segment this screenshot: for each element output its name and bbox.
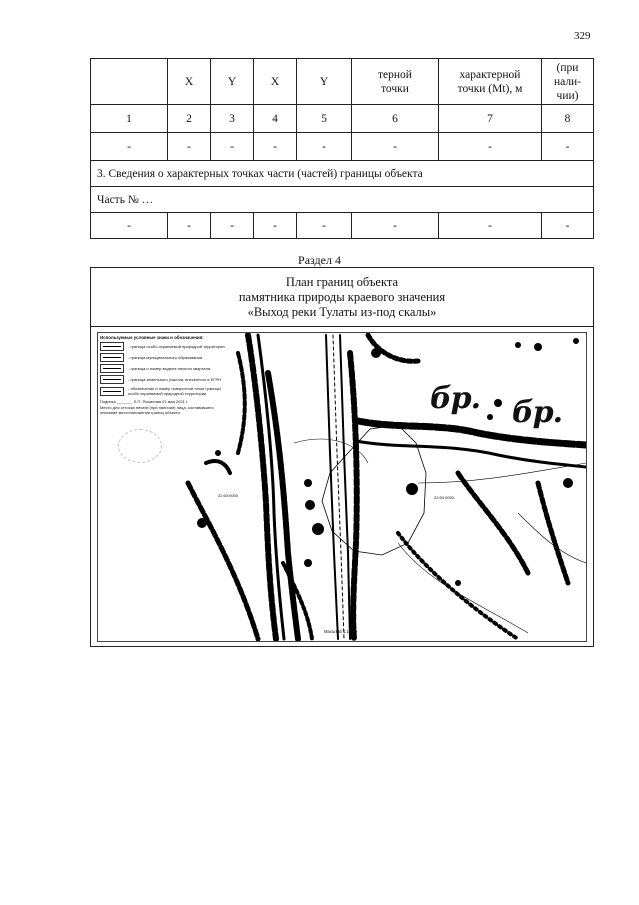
table-cell: -: [91, 213, 168, 239]
map-blob: [563, 478, 573, 488]
handwritten-mark: бр.: [430, 381, 481, 416]
forest-edge: [206, 461, 230, 473]
road: [326, 335, 338, 639]
map-label-left: 22:60:0000: [218, 493, 239, 498]
page-number: 329: [574, 30, 591, 42]
table-cell: -: [439, 213, 542, 239]
legend-symbol: [100, 353, 124, 362]
table-cell: 8: [542, 105, 594, 133]
table-cell: 6: [352, 105, 439, 133]
table-cell: X: [254, 59, 297, 105]
table-header-row: [91, 59, 594, 105]
table-row: [91, 213, 594, 239]
stamp-seal: [118, 429, 162, 463]
map-blob: [406, 483, 418, 495]
table-cell: -: [168, 213, 211, 239]
table-cell: 5: [297, 105, 352, 133]
map-legend: [100, 335, 228, 415]
forest-edge: [538, 483, 568, 583]
map-blob: [494, 399, 502, 407]
table-cell: -: [91, 133, 168, 161]
plan-title-line: «Выход реки Тулаты из-под скалы»: [247, 304, 437, 319]
map-blob: [304, 479, 312, 487]
legend-text: - обозначение и номер поворотной точки границы особо охраняемой природной территории: [128, 386, 221, 396]
map-blob: [215, 450, 221, 456]
protected-area-boundary: [294, 425, 586, 633]
table-cell: [91, 59, 168, 105]
legend-item: [100, 386, 228, 396]
map-blob: [455, 580, 461, 586]
plan-title: [91, 268, 593, 327]
map-blob: [573, 338, 579, 344]
table-cell: X: [168, 59, 211, 105]
table-cell: -: [211, 213, 254, 239]
plan-title-line: План границ объекта: [285, 274, 399, 289]
table-cell: 4: [254, 105, 297, 133]
table-cell: -: [168, 133, 211, 161]
legend-item: [100, 342, 228, 351]
legend-note: Место для оттиска печати (при наличии) лица, составившего описание местоположения границ объекта: [100, 405, 214, 415]
legend-title: Используемые условные знаки и обозначения:: [100, 335, 204, 340]
forest-edge: [238, 353, 245, 453]
coordinates-table: [90, 58, 594, 239]
legend-signature: Подпись _______ Л.П. Рыкалова 01 мая 2021 г.: [100, 399, 188, 404]
legend-item: [100, 375, 228, 384]
table-section-row: [91, 161, 594, 187]
table-part-row: [91, 187, 594, 213]
map-blob: [312, 523, 324, 535]
legend-symbol: [100, 375, 124, 384]
table-cell: -: [297, 213, 352, 239]
plan-box: [90, 267, 594, 647]
section-heading: 3. Сведения о характерных точках части (частей) границы объекта: [91, 161, 594, 187]
table-cell: характерной точки (Mt), м: [439, 59, 542, 105]
map-scale: Масштаб 1:1 000: [324, 629, 358, 634]
section-title: Раздел 4: [298, 253, 341, 267]
legend-text: - граница и номер выдела лесного квартала: [128, 366, 211, 371]
legend-symbol: [100, 364, 124, 373]
table-cell: -: [254, 133, 297, 161]
boundary-map: [97, 332, 587, 642]
table-cell: -: [439, 133, 542, 161]
forest-edge: [458, 473, 528, 573]
map-blob: [487, 414, 493, 420]
map-blob: [197, 518, 207, 528]
legend-text: - граница земельного участка, внесенного в ЕГРН: [128, 377, 222, 382]
map-blob: [515, 342, 521, 348]
legend-symbol: [100, 387, 124, 396]
legend-text: - граница муниципального образования: [128, 355, 202, 360]
map-contours: [188, 335, 586, 639]
road: [340, 335, 350, 639]
table-row: [91, 133, 594, 161]
plan-title-line: памятника природы краевого значения: [238, 289, 446, 304]
table-cell: -: [254, 213, 297, 239]
map-blob: [534, 343, 542, 351]
legend-item: [100, 364, 228, 373]
table-cell: 3: [211, 105, 254, 133]
part-label: Часть № …: [91, 187, 594, 213]
table-cell: -: [297, 133, 352, 161]
legend-symbol: [100, 342, 124, 351]
map-label-right: 22:60:0000: [434, 495, 455, 500]
handwritten-mark: бр.: [512, 395, 563, 430]
boundary-polygon: [418, 463, 586, 483]
table-cell: Y: [297, 59, 352, 105]
forest-edge: [188, 483, 258, 639]
map-blob: [304, 559, 312, 567]
table-index-row: [91, 105, 594, 133]
legend-item: [100, 353, 228, 362]
table-cell: 1: [91, 105, 168, 133]
legend-text: - граница особо охраняемой природной территории: [128, 344, 225, 349]
table-cell: Y: [211, 59, 254, 105]
map-blob: [371, 348, 381, 358]
table-cell: 7: [439, 105, 542, 133]
table-cell: терной точки: [352, 59, 439, 105]
map-blob: [305, 500, 315, 510]
table-cell: -: [211, 133, 254, 161]
forest-edge: [350, 353, 357, 639]
table-cell: (при нали- чии): [542, 59, 594, 105]
table-cell: -: [542, 133, 594, 161]
table-cell: -: [542, 213, 594, 239]
table-cell: -: [352, 133, 439, 161]
table-cell: 2: [168, 105, 211, 133]
table-cell: -: [352, 213, 439, 239]
